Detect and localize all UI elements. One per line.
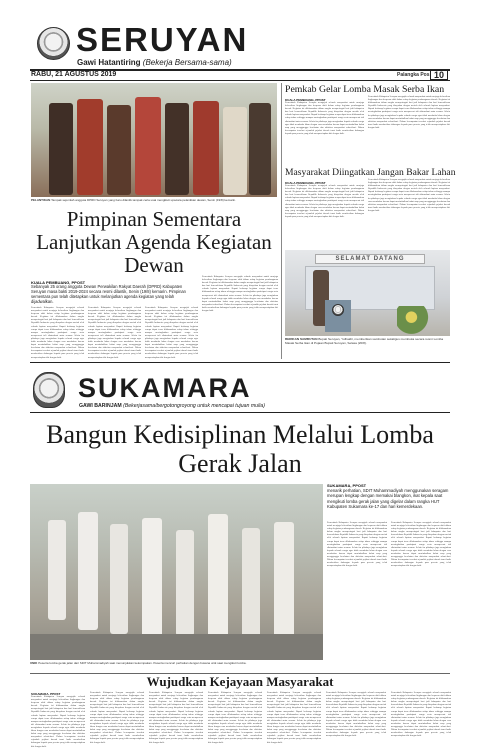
right-photo-caption-label: BERIKAN SAMBUTAN (285, 337, 318, 341)
bottom-article-col2: Pemerintah Kabupaten Seruyan mengajak seluruh masyarakat untuk menjaga kebersihan lingkungan dan berperan aktif dalam setiap kegiatan pembangunan daerah. Kegiatan ini dilaksanakan dalam rangka memperingati hari jadi kabupaten dan hari kemerdekaan Republik Indonesia yang dirayakan dengan meriah oleh seluruh lapisan masyarakat. Bupati berharap kegiatan serupa dapat terus dilaksanakan setiap tahun sehingga mampu meningkatkan partisipasi warga serta mempererat tali silaturahmi antar sesama. Selain itu pihaknya juga mengimbau kepada seluruh warga agar tidak membuka lahan dengan cara membakar karena dapat menimbulkan kabut asap yang mengganggu kesehatan dan aktivitas masyarakat sehari-hari. Dalam kesempatan tersebut sejumlah pejabat daerah turut hadir memberikan dukungan kepada para peserta yang telah mempersiapkan diri dengan baik. (90, 692, 144, 744)
photo-figure (107, 105, 131, 195)
right-photo-caption-text: Bupati Seruyan, Yulhaidir, memberikan sambutan sekaligus membuka secara resmi Lomba Masak Serba Ikan di Pujaan Bupati Seruyan, Selasa (20/8). (285, 337, 444, 345)
flower-decoration (397, 306, 433, 334)
sukamara-article-col1: Pemerintah Kabupaten Seruyan mengajak seluruh masyarakat untuk menjaga kebersihan lingkungan dan berperan aktif dalam setiap kegiatan pembangunan daerah. Kegiatan ini dilaksanakan dalam rangka memperingati hari jadi kabupaten dan hari kemerdekaan Republik Indonesia yang dirayakan dengan meriah oleh seluruh lapisan masyarakat. Bupati berharap kegiatan serupa dapat terus dilaksanakan setiap tahun sehingga mampu meningkatkan partisipasi warga serta mempererat tali silaturahmi antar sesama. Selain itu pihaknya juga mengimbau kepada seluruh warga agar tidak membuka lahan dengan cara membakar karena dapat menimbulkan kabut asap yang mengganggu kesehatan dan aktivitas masyarakat sehari-hari. Dalam kesempatan tersebut sejumlah pejabat daerah turut hadir memberikan dukungan kepada para peserta yang telah mempersiapkan diri dengan baik. (327, 522, 387, 568)
podium-emblem (332, 304, 344, 316)
sukamara-masthead-title: SUKAMARA (78, 373, 252, 403)
welcome-banner-text: SELAMAT DATANG (315, 254, 425, 264)
photo-figure (77, 99, 103, 195)
sukamara-article-col2: Pemerintah Kabupaten Seruyan mengajak seluruh masyarakat untuk menjaga kebersihan lingkungan dan berperan aktif dalam setiap kegiatan pembangunan daerah. Kegiatan ini dilaksanakan dalam rangka memperingati hari jadi kabupaten dan hari kemerdekaan Republik Indonesia yang dirayakan dengan meriah oleh seluruh lapisan masyarakat. Bupati berharap kegiatan serupa dapat terus dilaksanakan setiap tahun sehingga mampu meningkatkan partisipasi warga serta mempererat tali silaturahmi antar sesama. Selain itu pihaknya juga mengimbau kepada seluruh warga agar tidak membuka lahan dengan cara membakar karena dapat menimbulkan kabut asap yang mengganggu kesehatan dan aktivitas masyarakat sehari-hari. Dalam kesempatan tersebut sejumlah pejabat daerah turut hadir memberikan dukungan kepada para peserta yang telah mempersiapkan diri dengan baik. (391, 522, 451, 568)
right-article-1-dateline: KUALA PEMBUANG, PPOST (285, 98, 326, 102)
road-surface (30, 634, 323, 660)
bottom-photo-caption (30, 662, 323, 670)
right-photo-caption (285, 338, 450, 358)
right-article-2-col1: Pemerintah Kabupaten Seruyan mengajak seluruh masyarakat untuk menjaga kebersihan lingkungan dan berperan aktif dalam setiap kegiatan pembangunan daerah. Kegiatan ini dilaksanakan dalam rangka memperingati hari jadi kabupaten dan hari kemerdekaan Republik Indonesia yang dirayakan dengan meriah oleh seluruh lapisan masyarakat. Bupati berharap kegiatan serupa dapat terus dilaksanakan setiap tahun sehingga mampu meningkatkan partisipasi warga serta mempererat tali silaturahmi antar sesama. Selain itu pihaknya juga mengimbau kepada seluruh warga agar tidak membuka lahan dengan cara membakar karena dapat menimbulkan kabut asap yang mengganggu kesehatan dan aktivitas masyarakat sehari-hari. Dalam kesempatan tersebut sejumlah pejabat daerah turut hadir memberikan dukungan kepada para peserta yang telah mempersiapkan diri dengan baik. (285, 185, 364, 218)
sukamara-article-lead: menarik perhatian, SDIT Muhammadiyah menggunakan seragam merupan lengkap dengan memakai blangkon, ikat kepala saat mengikuti lomba gerak jalan yang digelar dalam rangka HUT Kabupaten Sukamara ke-17 dan hari kemerdekaan. (327, 488, 449, 510)
top-photo-caption-label: PELANTIKAN (31, 198, 51, 202)
right-article-2-dateline: KUALA PEMBUANG, PPOST (285, 181, 326, 185)
sambutan-photo (285, 250, 450, 336)
sukamara-logo (33, 372, 65, 408)
marcher-figure (110, 524, 128, 634)
main-article-col4: Pemerintah Kabupaten Seruyan mengajak seluruh masyarakat untuk menjaga kebersihan lingkungan dan berperan aktif dalam setiap kegiatan pembangunan daerah. Kegiatan ini dilaksanakan dalam rangka memperingati hari jadi kabupaten dan hari kemerdekaan Republik Indonesia yang dirayakan dengan meriah oleh seluruh lapisan masyarakat. Bupati berharap kegiatan serupa dapat terus dilaksanakan setiap tahun sehingga mampu meningkatkan partisipasi warga serta mempererat tali silaturahmi antar sesama. Selain itu pihaknya juga mengimbau kepada seluruh warga agar tidak membuka lahan dengan cara membakar karena dapat menimbulkan kabut asap yang mengganggu kesehatan dan aktivitas masyarakat sehari-hari. Dalam kesempatan tersebut sejumlah pejabat daerah turut hadir memberikan dukungan kepada para peserta yang telah mempersiapkan diri dengan baik. (202, 276, 278, 313)
seruyan-motto-sub: (Bekerja Bersama-sama) (142, 58, 232, 67)
marcher-figure (48, 520, 66, 620)
section-divider (30, 362, 450, 363)
right-article-1-headline: Pemkab Gelar Lomba Masak Serba Ikan (285, 84, 445, 95)
bottom-article-dateline: SUKAMARA, PPOST (31, 692, 61, 696)
seruyan-logo (37, 27, 70, 60)
photo-figure (249, 103, 271, 195)
issue-date: RABU, 21 AGUSTUS 2019 (31, 71, 117, 78)
right-article-1-col1: Pemerintah Kabupaten Seruyan mengajak seluruh masyarakat untuk menjaga kebersihan lingkungan dan berperan aktif dalam setiap kegiatan pembangunan daerah. Kegiatan ini dilaksanakan dalam rangka memperingati hari jadi kabupaten dan hari kemerdekaan Republik Indonesia yang dirayakan dengan meriah oleh seluruh lapisan masyarakat. Bupati berharap kegiatan serupa dapat terus dilaksanakan setiap tahun sehingga mampu meningkatkan partisipasi warga serta mempererat tali silaturahmi antar sesama. Selain itu pihaknya juga mengimbau kepada seluruh warga agar tidak membuka lahan dengan cara membakar karena dapat menimbulkan kabut asap yang mengganggu kesehatan dan aktivitas masyarakat sehari-hari. Dalam kesempatan tersebut sejumlah pejabat daerah turut hadir memberikan dukungan kepada para peserta yang telah mempersiapkan diri dengan baik. (285, 102, 364, 135)
page-number: 10 (430, 69, 448, 80)
marcher-figure (78, 512, 98, 630)
seruyan-motto (77, 58, 232, 67)
photo-figure (165, 103, 189, 195)
bottom-photo-caption-text: Peserta lomba gerak jalan dari SDIT Muhammadiyah saat menunjukkan kekompakan. Peserta mencuri perhatian dengan busana unik saat mengikuti lomba. (38, 661, 247, 665)
photo-figure (49, 103, 73, 195)
sukamara-motto (79, 403, 265, 409)
bottom-article-col3: Pemerintah Kabupaten Seruyan mengajak seluruh masyarakat untuk menjaga kebersihan lingkungan dan berperan aktif dalam setiap kegiatan pembangunan daerah. Kegiatan ini dilaksanakan dalam rangka memperingati hari jadi kabupaten dan hari kemerdekaan Republik Indonesia yang dirayakan dengan meriah oleh seluruh lapisan masyarakat. Bupati berharap kegiatan serupa dapat terus dilaksanakan setiap tahun sehingga mampu meningkatkan partisipasi warga serta mempererat tali silaturahmi antar sesama. Selain itu pihaknya juga mengimbau kepada seluruh warga agar tidak membuka lahan dengan cara membakar karena dapat menimbulkan kabut asap yang mengganggu kesehatan dan aktivitas masyarakat sehari-hari. Dalam kesempatan tersebut sejumlah pejabat daerah turut hadir memberikan dukungan kepada para peserta yang telah mempersiapkan diri dengan baik. (149, 692, 203, 744)
right-article-2-headline: Masyarakat Diingatkan Jangan Bakar Lahan (285, 167, 456, 178)
main-article-col1: Pemerintah Kabupaten Seruyan mengajak seluruh masyarakat untuk menjaga kebersihan lingkungan dan berperan aktif dalam setiap kegiatan pembangunan daerah. Kegiatan ini dilaksanakan dalam rangka memperingati hari jadi kabupaten dan hari kemerdekaan Republik Indonesia yang dirayakan dengan meriah oleh seluruh lapisan masyarakat. Bupati berharap kegiatan serupa dapat terus dilaksanakan setiap tahun sehingga mampu meningkatkan partisipasi warga serta mempererat tali silaturahmi antar sesama. Selain itu pihaknya juga mengimbau kepada seluruh warga agar tidak membuka lahan dengan cara membakar karena dapat menimbulkan kabut asap yang mengganggu kesehatan dan aktivitas masyarakat sehari-hari. Dalam kesempatan tersebut sejumlah pejabat daerah turut hadir memberikan dukungan kepada para peserta yang telah mempersiapkan diri dengan baik. (31, 307, 84, 359)
photo-figure (223, 107, 247, 195)
sukamara-headline: Bangun Kedisiplinan Melalui Lomba Gerak Jalan (46, 420, 434, 478)
top-photo-caption-text: Tampak sejumlah anggota DPRD Seruyan yang baru dilantik tampak ceria usai mengikuti upacara pelantikan dewan, Senin (19/8) kemarin. (51, 198, 237, 202)
sukamara-motto-sub: (Bekerjasama/bergotongroyong untuk mencapai tujuan mulia) (123, 403, 265, 409)
marcher-figure (142, 518, 162, 638)
main-article-col2: Pemerintah Kabupaten Seruyan mengajak seluruh masyarakat untuk menjaga kebersihan lingkungan dan berperan aktif dalam setiap kegiatan pembangunan daerah. Kegiatan ini dilaksanakan dalam rangka memperingati hari jadi kabupaten dan hari kemerdekaan Republik Indonesia yang dirayakan dengan meriah oleh seluruh lapisan masyarakat. Bupati berharap kegiatan serupa dapat terus dilaksanakan setiap tahun sehingga mampu meningkatkan partisipasi warga serta mempererat tali silaturahmi antar sesama. Selain itu pihaknya juga mengimbau kepada seluruh warga agar tidak membuka lahan dengan cara membakar karena dapat menimbulkan kabut asap yang mengganggu kesehatan dan aktivitas masyarakat sehari-hari. Dalam kesempatan tersebut sejumlah pejabat daerah turut hadir memberikan dukungan kepada para peserta yang telah mempersiapkan diri dengan baik. (88, 307, 141, 359)
gerak-jalan-photo (30, 484, 323, 660)
sukamara-motto-main: GAWI BARINJAM (79, 403, 122, 409)
main-article-col3: Pemerintah Kabupaten Seruyan mengajak seluruh masyarakat untuk menjaga kebersihan lingkungan dan berperan aktif dalam setiap kegiatan pembangunan daerah. Kegiatan ini dilaksanakan dalam rangka memperingati hari jadi kabupaten dan hari kemerdekaan Republik Indonesia yang dirayakan dengan meriah oleh seluruh lapisan masyarakat. Bupati berharap kegiatan serupa dapat terus dilaksanakan setiap tahun sehingga mampu meningkatkan partisipasi warga serta mempererat tali silaturahmi antar sesama. Selain itu pihaknya juga mengimbau kepada seluruh warga agar tidak membuka lahan dengan cara membakar karena dapat menimbulkan kabut asap yang mengganggu kesehatan dan aktivitas masyarakat sehari-hari. Dalam kesempatan tersebut sejumlah pejabat daerah turut hadir memberikan dukungan kepada para peserta yang telah mempersiapkan diri dengan baik. (145, 307, 198, 359)
seruyan-motto-main: Gawi Hatantiring (77, 58, 141, 67)
bottom-article-col1: Pemerintah Kabupaten Seruyan mengajak seluruh masyarakat untuk menjaga kebersihan lingkungan dan berperan aktif dalam setiap kegiatan pembangunan daerah. Kegiatan ini dilaksanakan dalam rangka memperingati hari jadi kabupaten dan hari kemerdekaan Republik Indonesia yang dirayakan dengan meriah oleh seluruh lapisan masyarakat. Bupati berharap kegiatan serupa dapat terus dilaksanakan setiap tahun sehingga mampu meningkatkan partisipasi warga serta mempererat tali silaturahmi antar sesama. Selain itu pihaknya juga mengimbau kepada seluruh warga agar tidak membuka lahan dengan cara membakar karena dapat menimbulkan kabut asap yang mengganggu kesehatan dan aktivitas masyarakat sehari-hari. Dalam kesempatan tersebut sejumlah pejabat daerah turut hadir memberikan dukungan kepada para peserta yang telah mempersiapkan diri dengan baik. (31, 696, 85, 748)
main-article-lead: Sebanyak 25 orang anggota Dewan Perwakilan Rakyat Daerah (DPRD) Kabupaten Seruyan masa bakti 2019-2024 secara resmi dilantik, Senin (19/8) kemarin. Pimpinan sementara pun telah ditetapkan untuk melanjutkan agenda kegiatan yang telah dijadwalkan. (31, 284, 186, 304)
bottom-headline: Wujudkan Kejayaan Masyarakat (146, 674, 334, 689)
marcher-figure (274, 522, 294, 638)
bottom-article-col4: Pemerintah Kabupaten Seruyan mengajak seluruh masyarakat untuk menjaga kebersihan lingkungan dan berperan aktif dalam setiap kegiatan pembangunan daerah. Kegiatan ini dilaksanakan dalam rangka memperingati hari jadi kabupaten dan hari kemerdekaan Republik Indonesia yang dirayakan dengan meriah oleh seluruh lapisan masyarakat. Bupati berharap kegiatan serupa dapat terus dilaksanakan setiap tahun sehingga mampu meningkatkan partisipasi warga serta mempererat tali silaturahmi antar sesama. Selain itu pihaknya juga mengimbau kepada seluruh warga agar tidak membuka lahan dengan cara membakar karena dapat menimbulkan kabut asap yang mengganggu kesehatan dan aktivitas masyarakat sehari-hari. Dalam kesempatan tersebut sejumlah pejabat daerah turut hadir memberikan dukungan kepada para peserta yang telah mempersiapkan diri dengan baik. (208, 692, 262, 744)
marcher-figure (176, 530, 194, 636)
top-photo-caption (31, 199, 277, 207)
sukamara-article-dateline: SUKAMARA, PPOST (327, 483, 367, 488)
bottom-photo-caption-label: UNIK (30, 661, 38, 665)
header-bottom-rule (30, 80, 450, 81)
bottom-article-col6: Pemerintah Kabupaten Seruyan mengajak seluruh masyarakat untuk menjaga kebersihan lingkungan dan berperan aktif dalam setiap kegiatan pembangunan daerah. Kegiatan ini dilaksanakan dalam rangka memperingati hari jadi kabupaten dan hari kemerdekaan Republik Indonesia yang dirayakan dengan meriah oleh seluruh lapisan masyarakat. Bupati berharap kegiatan serupa dapat terus dilaksanakan setiap tahun sehingga mampu meningkatkan partisipasi warga serta mempererat tali silaturahmi antar sesama. Selain itu pihaknya juga mengimbau kepada seluruh warga agar tidak membuka lahan dengan cara membakar karena dapat menimbulkan kabut asap yang mengganggu kesehatan dan aktivitas masyarakat sehari-hari. Dalam kesempatan tersebut sejumlah pejabat daerah turut hadir memberikan dukungan kepada para peserta yang telah mempersiapkan diri dengan baik. (326, 692, 386, 738)
marcher-figure (208, 514, 228, 638)
column-divider (281, 83, 282, 359)
seruyan-masthead-title: SERUYAN (76, 21, 249, 58)
photo-figure (135, 97, 161, 195)
main-article-dateline: KUALA PEMBUANG, PPOST (31, 280, 86, 285)
right-article-1-col2: Pemerintah Kabupaten Seruyan mengajak seluruh masyarakat untuk menjaga kebersihan lingkungan dan berperan aktif dalam setiap kegiatan pembangunan daerah. Kegiatan ini dilaksanakan dalam rangka memperingati hari jadi kabupaten dan hari kemerdekaan Republik Indonesia yang dirayakan dengan meriah oleh seluruh lapisan masyarakat. Bupati berharap kegiatan serupa dapat terus dilaksanakan setiap tahun sehingga mampu meningkatkan partisipasi warga serta mempererat tali silaturahmi antar sesama. Selain itu pihaknya juga mengimbau kepada seluruh warga agar tidak membuka lahan dengan cara membakar karena dapat menimbulkan kabut asap yang mengganggu kesehatan dan aktivitas masyarakat sehari-hari. Dalam kesempatan tersebut sejumlah pejabat daerah turut hadir memberikan dukungan kepada para peserta yang telah mempersiapkan diri dengan baik. (368, 96, 450, 129)
pelantikan-photo (31, 83, 277, 197)
photo-figure (193, 101, 219, 195)
bottom-article-col5: Pemerintah Kabupaten Seruyan mengajak seluruh masyarakat untuk menjaga kebersihan lingkungan dan berperan aktif dalam setiap kegiatan pembangunan daerah. Kegiatan ini dilaksanakan dalam rangka memperingati hari jadi kabupaten dan hari kemerdekaan Republik Indonesia yang dirayakan dengan meriah oleh seluruh lapisan masyarakat. Bupati berharap kegiatan serupa dapat terus dilaksanakan setiap tahun sehingga mampu meningkatkan partisipasi warga serta mempererat tali silaturahmi antar sesama. Selain itu pihaknya juga mengimbau kepada seluruh warga agar tidak membuka lahan dengan cara membakar karena dapat menimbulkan kabut asap yang mengganggu kesehatan dan aktivitas masyarakat sehari-hari. Dalam kesempatan tersebut sejumlah pejabat daerah turut hadir memberikan dukungan kepada para peserta yang telah mempersiapkan diri dengan baik. (267, 692, 321, 744)
main-headline: Pimpinan Sementara Lanjutkan Agenda Kegiatan Dewan (36, 207, 272, 277)
bottom-article-col7: Pemerintah Kabupaten Seruyan mengajak seluruh masyarakat untuk menjaga kebersihan lingkungan dan berperan aktif dalam setiap kegiatan pembangunan daerah. Kegiatan ini dilaksanakan dalam rangka memperingati hari jadi kabupaten dan hari kemerdekaan Republik Indonesia yang dirayakan dengan meriah oleh seluruh lapisan masyarakat. Bupati berharap kegiatan serupa dapat terus dilaksanakan setiap tahun sehingga mampu meningkatkan partisipasi warga serta mempererat tali silaturahmi antar sesama. Selain itu pihaknya juga mengimbau kepada seluruh warga agar tidak membuka lahan dengan cara membakar karena dapat menimbulkan kabut asap yang mengganggu kesehatan dan aktivitas masyarakat sehari-hari. Dalam kesempatan tersebut sejumlah pejabat daerah turut hadir memberikan dukungan kepada para peserta yang telah mempersiapkan diri dengan baik. (391, 692, 451, 738)
section-name: Palangka Pos (397, 72, 430, 78)
marcher-figure (242, 528, 260, 638)
sukamara-header-rule (30, 412, 450, 413)
right-article-2-col2: Pemerintah Kabupaten Seruyan mengajak seluruh masyarakat untuk menjaga kebersihan lingkungan dan berperan aktif dalam setiap kegiatan pembangunan daerah. Kegiatan ini dilaksanakan dalam rangka memperingati hari jadi kabupaten dan hari kemerdekaan Republik Indonesia yang dirayakan dengan meriah oleh seluruh lapisan masyarakat. Bupati berharap kegiatan serupa dapat terus dilaksanakan setiap tahun sehingga mampu meningkatkan partisipasi warga serta mempererat tali silaturahmi antar sesama. Selain itu pihaknya juga mengimbau kepada seluruh warga agar tidak membuka lahan dengan cara membakar karena dapat menimbulkan kabut asap yang mengganggu kesehatan dan aktivitas masyarakat sehari-hari. Dalam kesempatan tersebut sejumlah pejabat daerah turut hadir memberikan dukungan kepada para peserta yang telah mempersiapkan diri dengan baik. (368, 179, 450, 212)
